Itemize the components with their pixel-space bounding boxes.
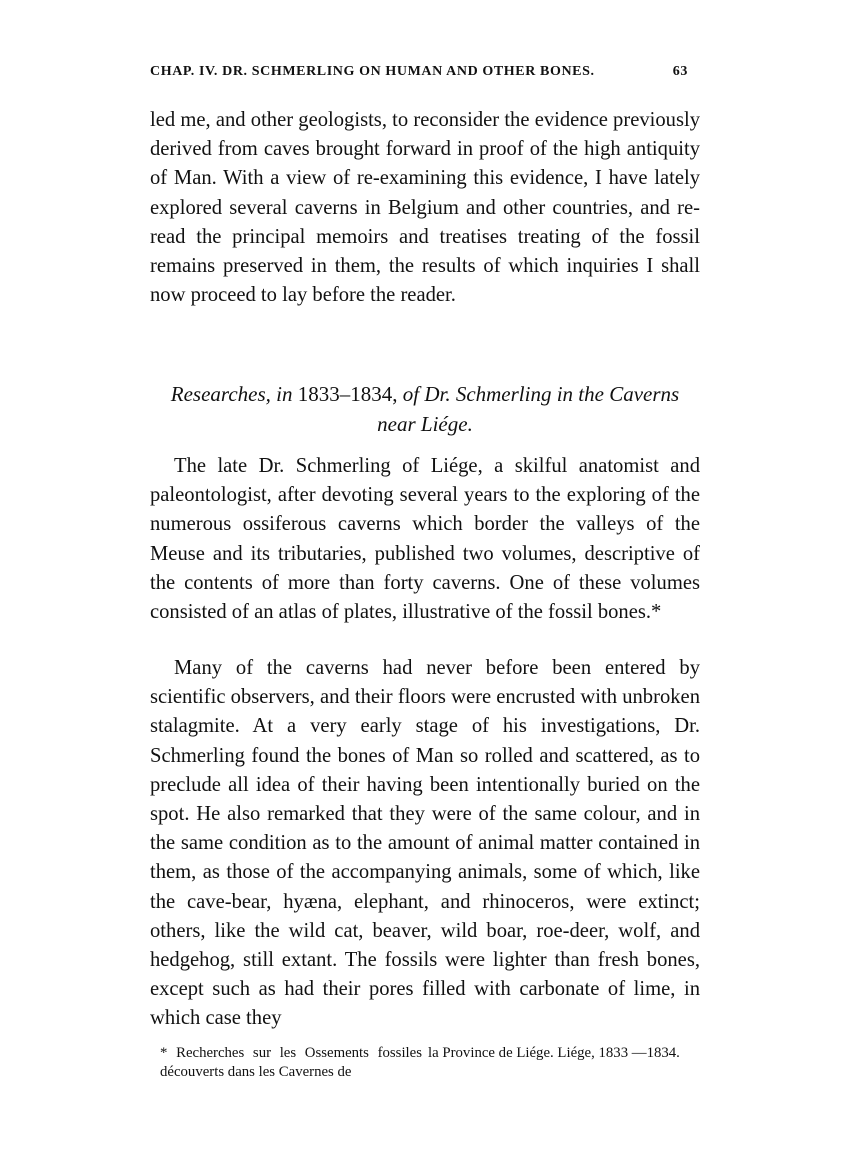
running-header: [150, 64, 688, 80]
footnote-left-column: * Recherches sur les Ossements fossiles découverts dans les Cavernes de: [160, 1045, 422, 1080]
heading-years: 1833–1834,: [297, 382, 398, 406]
heading-part2: of: [402, 382, 420, 406]
section-heading: [150, 379, 700, 439]
page-number: 63: [672, 64, 688, 79]
paragraph-continuation: led me, and other geologists, to reconsider the evidence previously derived from caves brought forward in proof of the high antiquity of Man. With a view of re-examining this evidence, I have lately explored several caverns in Belgium and other countries, and re-read the principal memoirs and treatises treating of the fossil remains preserved in them, the results of which inquiries I shall now proceed to lay before the reader.: [150, 109, 700, 307]
paragraph-schmerling-intro: The late Dr. Schmerling of Liége, a skilful anatomist and paleontologist, after devoting several years to the exploring of the numerous ossiferous caverns which border the valleys of the Meuse and its tributaries, published two volumes, descriptive of the contents of more than forty caverns. One of these volumes consisted of an atlas of plates, illustrative of the fossil bones.*: [150, 455, 700, 624]
footnote-right-column: la Province de Liége. Liége, 1833 —1834.: [428, 1045, 680, 1061]
heading-part1: Researches, in: [170, 382, 293, 406]
heading-line2: near Liége.: [377, 412, 473, 436]
paragraph-caverns: Many of the caverns had never before been entered by scientific observers, and their floors were encrusted with unbroken stalagmite. At a very early stage of his investigations, Dr. Schmerling found the bones of Man so rolled and scattered, as to preclude all idea of their having been intentionally buried on the spot. He also remarked that they were of the same colour, and in the same condition as to the amount of animal matter contained in them, as those of the accompanying animals, some of which, like the cave-bear, hyæna, elephant, and rhinoceros, were extinct; others, like the wild cat, beaver, wild boar, roe-deer, wolf, and hedgehog, still extant. The fossils were lighter than fresh bones, except such as had their pores filled with carbonate of lime, in which case they: [150, 657, 700, 1030]
heading-part3: Dr. Schmerling in the Caverns: [424, 382, 680, 406]
running-title: CHAP. IV. DR. SCHMERLING ON HUMAN AND OTHER BONES.: [150, 64, 595, 79]
